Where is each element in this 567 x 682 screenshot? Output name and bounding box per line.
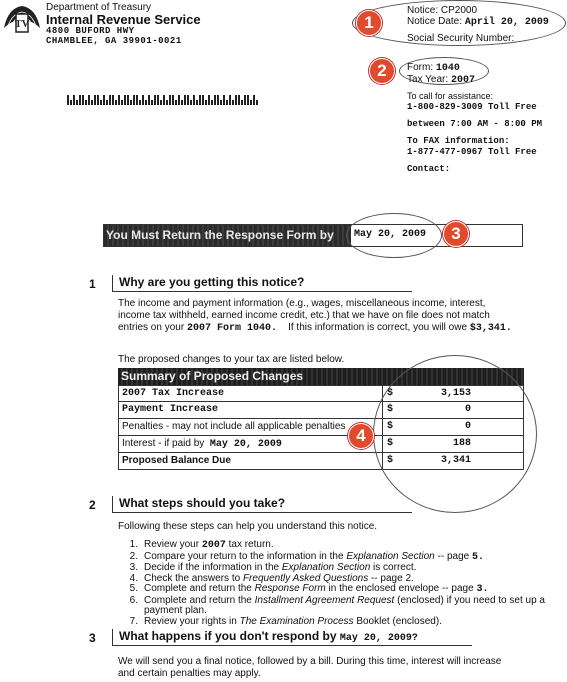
- steps-list: [124, 540, 554, 627]
- tax-year: 2007: [450, 75, 475, 86]
- agency-name: Internal Revenue Service: [46, 12, 201, 27]
- agency-address: 4800 BUFORD HWY CHAMBLEE, GA 39901-0021: [46, 26, 182, 46]
- table-row: Penalties - may not include all applicable penalties $ 0: [118, 419, 524, 436]
- postal-barcode: [67, 95, 258, 105]
- notice-info: Notice: CP2000 Notice Date: April 20, 2009 Social Security Number:: [407, 5, 549, 44]
- section-2-title: What steps should you take?: [112, 496, 412, 513]
- form-info: Form: 1040 Tax Year: 2007: [407, 62, 475, 86]
- assistance-info: To call for assistance: 1-800-829-3009 Toll Free between 7:00 AM - 8:00 PM To FAX information: 1-877-477-0967 Toll Free Contact:: [407, 91, 543, 174]
- table-title: Summary of Proposed Changes: [118, 368, 524, 385]
- contact-label: Contact:: [407, 164, 451, 174]
- fax-number: 1-877-477-0967 Toll Free: [407, 147, 537, 157]
- list-item: 4. Check the answers to Frequently Asked Questions -- page 2.: [129, 572, 414, 584]
- response-banner-text: You Must Return the Response Form by: [104, 225, 351, 246]
- notice-number: CP2000: [440, 5, 478, 16]
- form-number: 1040: [435, 63, 460, 74]
- section-2-intro: Following these steps can help you understand this notice.: [118, 521, 378, 532]
- phone-number: 1-800-829-3009 Toll Free: [407, 102, 537, 112]
- section-1-paragraph: The income and payment information (e.g., wages, miscellaneous income, interest, income tax withheld, earned income credit, etc.) that we have on file does not match entries on your 2007 Form 1040. If this information is correct, you will owe $3,341.: [118, 298, 512, 334]
- ssn-label: Social Security Number:: [407, 33, 515, 44]
- highlight-ellipse-summary: [373, 355, 537, 513]
- list-item: 7. Review your rights in The Examination Process Booklet (enclosed).: [129, 615, 442, 627]
- amount-owed: $3,341.: [469, 323, 512, 334]
- department-name: Department of Treasury: [46, 2, 152, 13]
- notice-date: April 20, 2009: [464, 17, 549, 28]
- list-item: 5. Complete and return the Response Form in the enclosed envelope -- page 3.: [129, 583, 489, 595]
- callout-badge-4: 4: [348, 423, 374, 449]
- section-3-number: 3: [89, 631, 96, 645]
- callout-badge-2: 2: [369, 58, 395, 84]
- callout-badge-3: 3: [443, 221, 469, 247]
- table-row: Payment Increase $ 0: [118, 402, 524, 419]
- list-item: 2. Compare your return to the information in the Explanation Section -- page 5.: [129, 550, 484, 563]
- section-1-title: Why are you getting this notice?: [112, 275, 412, 292]
- section-3-paragraph: We will send you a final notice, followed by a bill. During this time, interest will increase and certain penalties may apply.: [118, 656, 502, 679]
- changes-intro: The proposed changes to your tax are listed below.: [118, 354, 345, 365]
- response-due-date: May 20, 2009: [354, 229, 427, 240]
- table-row: Interest - if paid by May 20, 2009 $ 188: [118, 436, 524, 453]
- callout-badge-1: 1: [356, 10, 382, 36]
- section-3-title: What happens if you don't respond by May 20, 2009?: [112, 629, 472, 646]
- svg-text:TV: TV: [15, 19, 29, 30]
- section-1-number: 1: [89, 277, 96, 291]
- list-item: 3. Decide if the information in the Explanation Section is correct.: [129, 562, 417, 573]
- section-2-number: 2: [89, 498, 96, 512]
- table-row: 2007 Tax Increase $ 3,153: [118, 385, 524, 402]
- list-item: 6. Complete and return the Installment Agreement Request (enclosed) if you need to set up a payment plan.: [129, 594, 545, 616]
- office-hours: between 7:00 AM - 8:00 PM: [407, 119, 543, 129]
- table-row: Proposed Balance Due $ 3,341: [118, 453, 524, 470]
- list-item: 1. Review your 2007 tax return.: [129, 539, 274, 551]
- irs-eagle-logo: [2, 2, 42, 36]
